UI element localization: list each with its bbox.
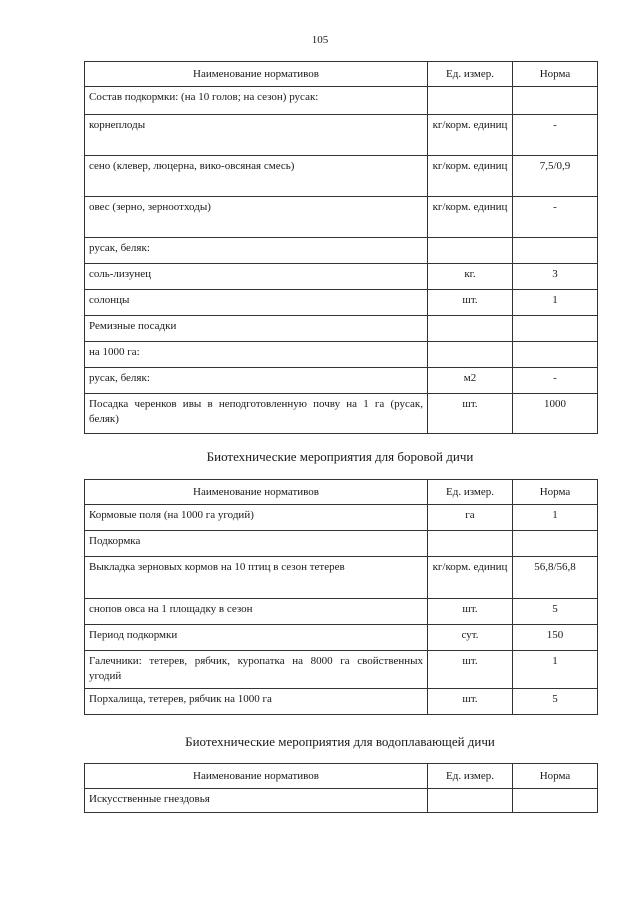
column-header-norm: Норма	[513, 764, 598, 789]
row-norm	[513, 789, 598, 813]
row-norm	[513, 238, 598, 264]
column-header-name: Наименование нормативов	[85, 62, 428, 87]
row-unit	[428, 342, 513, 368]
row-unit	[428, 789, 513, 813]
table-row	[85, 156, 598, 197]
row-norm: -	[513, 368, 598, 394]
column-header-unit: Ед. измер.	[428, 480, 513, 505]
row-norm: 56,8/56,8	[513, 557, 598, 599]
row-name: соль-лизунец	[85, 264, 428, 290]
row-unit: шт.	[428, 290, 513, 316]
row-norm	[513, 342, 598, 368]
row-unit: сут.	[428, 625, 513, 651]
row-name: Искусственные гнездовья	[85, 789, 428, 813]
row-norm: 1000	[513, 394, 598, 434]
norms-table-game-birds	[84, 479, 598, 715]
row-name: на 1000 га:	[85, 342, 428, 368]
section-heading-game-birds: Биотехнические мероприятия для боровой дичи	[206, 449, 474, 464]
row-name: Выкладка зерновых кормов на 10 птиц в сезон тетерев	[85, 557, 428, 599]
row-unit: кг/корм. единиц	[428, 557, 513, 599]
row-name: русак, беляк:	[85, 368, 428, 394]
table-row	[85, 505, 598, 531]
row-norm: 1	[513, 290, 598, 316]
row-norm: 150	[513, 625, 598, 651]
table-row	[85, 394, 598, 434]
row-name: Кормовые поля (на 1000 га угодий)	[85, 505, 428, 531]
row-name: Подкормка	[85, 531, 428, 557]
table-row	[85, 651, 598, 689]
row-name: снопов овса на 1 площадку в сезон	[85, 599, 428, 625]
table-row	[85, 531, 598, 557]
table-row	[85, 368, 598, 394]
row-unit	[428, 531, 513, 557]
table-header-row	[85, 480, 598, 505]
row-norm: 1	[513, 505, 598, 531]
column-header-unit: Ед. измер.	[428, 62, 513, 87]
row-unit: кг/корм. единиц	[428, 156, 513, 197]
row-name: русак, беляк:	[85, 238, 428, 264]
row-unit: шт.	[428, 651, 513, 689]
row-name: Состав подкормки: (на 10 голов; на сезон) русак:	[85, 87, 428, 115]
column-header-name: Наименование нормативов	[85, 764, 428, 789]
table-row	[85, 115, 598, 156]
column-header-norm: Норма	[513, 62, 598, 87]
table-row	[85, 789, 598, 813]
table-row	[85, 238, 598, 264]
table-row	[85, 689, 598, 715]
table-header-row	[85, 62, 598, 87]
row-norm: 5	[513, 689, 598, 715]
norms-table-hare	[84, 61, 598, 434]
row-norm: -	[513, 197, 598, 238]
row-name: Галечники: тетерев, рябчик, куропатка на 8000 га свойственных угодий	[85, 651, 428, 689]
row-unit	[428, 238, 513, 264]
table-row	[85, 197, 598, 238]
row-unit: шт.	[428, 689, 513, 715]
row-name: овес (зерно, зерноотходы)	[85, 197, 428, 238]
row-name: Период подкормки	[85, 625, 428, 651]
row-name: Порхалища, тетерев, рябчик на 1000 га	[85, 689, 428, 715]
column-header-name: Наименование нормативов	[85, 480, 428, 505]
row-name: Ремизные посадки	[85, 316, 428, 342]
page-number: 105	[311, 34, 329, 46]
row-norm: 7,5/0,9	[513, 156, 598, 197]
table-header-row	[85, 764, 598, 789]
row-unit: га	[428, 505, 513, 531]
row-unit	[428, 87, 513, 115]
row-norm: 1	[513, 651, 598, 689]
table-row	[85, 557, 598, 599]
row-name: корнеплоды	[85, 115, 428, 156]
row-norm: 3	[513, 264, 598, 290]
row-name: сено (клевер, люцерна, вико-овсяная смесь)	[85, 156, 428, 197]
norms-table-waterfowl	[84, 763, 598, 813]
row-unit: шт.	[428, 599, 513, 625]
table-row	[85, 264, 598, 290]
row-unit: кг.	[428, 264, 513, 290]
table-row	[85, 316, 598, 342]
row-unit: кг/корм. единиц	[428, 197, 513, 238]
table-row	[85, 599, 598, 625]
column-header-norm: Норма	[513, 480, 598, 505]
row-norm: -	[513, 115, 598, 156]
row-unit: кг/корм. единиц	[428, 115, 513, 156]
row-unit: шт.	[428, 394, 513, 434]
table-row	[85, 342, 598, 368]
row-name: Посадка черенков ивы в неподготовленную почву на 1 га (русак, беляк)	[85, 394, 428, 434]
row-norm	[513, 87, 598, 115]
row-norm: 5	[513, 599, 598, 625]
row-unit: м2	[428, 368, 513, 394]
row-norm	[513, 316, 598, 342]
row-norm	[513, 531, 598, 557]
table-row	[85, 290, 598, 316]
table-row	[85, 87, 598, 115]
section-heading-waterfowl: Биотехнические мероприятия для водоплавающей дичи	[185, 734, 495, 749]
row-unit	[428, 316, 513, 342]
table-row	[85, 625, 598, 651]
column-header-unit: Ед. измер.	[428, 764, 513, 789]
row-name: солонцы	[85, 290, 428, 316]
